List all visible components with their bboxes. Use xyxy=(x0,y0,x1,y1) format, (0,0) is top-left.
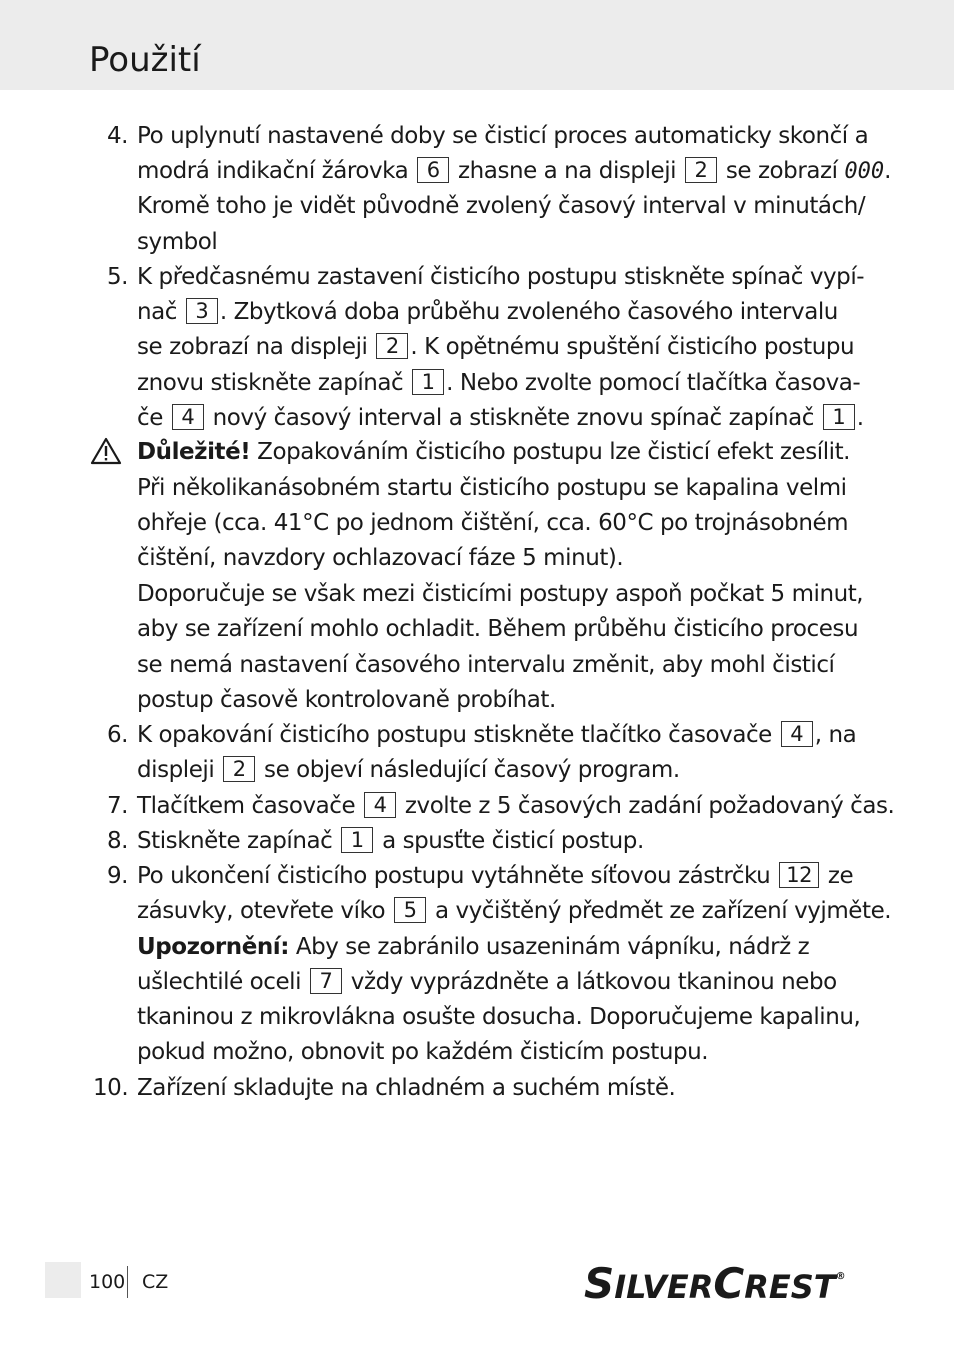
footer-divider xyxy=(127,1266,128,1298)
item-number: 10. xyxy=(93,1075,129,1101)
footer-square xyxy=(45,1262,81,1298)
item-number: 7. xyxy=(107,793,129,819)
item-number: 6. xyxy=(107,722,129,748)
warning-label: Důležité! xyxy=(137,439,251,465)
notice-label: Upozornění: xyxy=(137,934,289,960)
item-5-line-3: se zobrazí na displeji 2 . K opětnému spuštění čisticího postupu xyxy=(137,334,855,360)
ref-box: 3 xyxy=(186,298,218,324)
item-4-line-3: Kromě toho je vidět původně zvolený časový interval v minutách/ xyxy=(137,193,866,219)
warning-line-2: Při několikanásobném startu čisticího postupu se kapalina velmi xyxy=(137,475,847,501)
item-4-line-4: symbol xyxy=(137,229,218,255)
item-number: 9. xyxy=(107,863,129,889)
item-9-line-1: Po ukončení čisticího postupu vytáhněte síťovou zástrčku 12 ze xyxy=(137,863,854,889)
page-number: 100 xyxy=(89,1271,126,1293)
item-5-line-5: če 4 nový časový interval a stiskněte znovu spínač zapínač 1 . xyxy=(137,405,864,431)
warning-line-4: čištění, navzdory ochlazovací fáze 5 minut). xyxy=(137,545,624,571)
item-5-line-2: nač 3 . Zbytková doba průběhu zvoleného časového intervalu xyxy=(137,299,838,325)
item-9-line-4: ušlechtilé oceli 7 vždy vyprázdněte a látkovou tkaninou nebo xyxy=(137,969,837,995)
item-9-line-2: zásuvky, otevřete víko 5 a vyčištěný předmět ze zařízení vyjměte. xyxy=(137,898,892,924)
warning-line-7: se nemá nastavení časového intervalu změnit, aby mohl čisticí xyxy=(137,652,835,678)
display-readout: 000 xyxy=(844,159,885,184)
item-number: 5. xyxy=(107,264,129,290)
warning-line-8: postup časově kontrolovaně probíhat. xyxy=(137,687,556,713)
ref-box: 2 xyxy=(376,333,408,359)
ref-box: 1 xyxy=(412,369,444,395)
ref-box: 2 xyxy=(223,756,255,782)
item-4-line-2: modrá indikační žárovka 6 zhasne a na displeji 2 se zobrazí 000. xyxy=(137,156,891,187)
ref-box: 5 xyxy=(394,897,426,923)
item-4-line-1: Po uplynutí nastavené doby se čisticí proces automaticky skončí a xyxy=(137,123,869,149)
item-8-line-1: Stiskněte zapínač 1 a spusťte čisticí postup. xyxy=(137,828,644,854)
item-9-line-3: Upozornění: Aby se zabránilo usazeninám vápníku, nádrž z xyxy=(137,934,810,960)
item-6-line-2: displeji 2 se objeví následující časový program. xyxy=(137,757,680,783)
language-code: CZ xyxy=(142,1271,169,1293)
warning-line-6: aby se zařízení mohlo ochladit. Během průběhu čisticího procesu xyxy=(137,616,859,642)
brand-logo: SILVERCREST® xyxy=(584,1259,846,1308)
ref-box: 4 xyxy=(172,404,204,430)
item-5-line-4: znovu stiskněte zapínač 1 . Nebo zvolte pomocí tlačítka časova- xyxy=(137,370,861,396)
ref-box: 1 xyxy=(341,827,373,853)
ref-box: 2 xyxy=(685,157,717,183)
warning-line-1: Důležité! Zopakováním čisticího postupu lze čisticí efekt zesílit. xyxy=(137,439,851,465)
item-10-line-1: Zařízení skladujte na chladném a suchém místě. xyxy=(137,1075,676,1101)
warning-line-5: Doporučuje se však mezi čisticími postupy aspoň počkat 5 minut, xyxy=(137,581,864,607)
ref-box: 1 xyxy=(823,404,855,430)
item-number: 8. xyxy=(107,828,129,854)
item-9-line-5: tkaninou z mikrovlákna osušte dosucha. Doporučujeme kapalinu, xyxy=(137,1004,861,1030)
ref-box: 4 xyxy=(364,792,396,818)
item-7-line-1: Tlačítkem časovače 4 zvolte z 5 časových zadání požadovaný čas. xyxy=(137,793,895,819)
item-5-line-1: K předčasnému zastavení čisticího postupu stiskněte spínač vypí- xyxy=(137,264,865,290)
ref-box: 6 xyxy=(417,157,449,183)
item-6-line-1: K opakování čisticího postupu stiskněte tlačítko časovače 4 , na xyxy=(137,722,857,748)
page-title: Použití xyxy=(89,40,201,80)
warning-line-3: ohřeje (cca. 41°C po jednom čištění, cca. 60°C po trojnásobném xyxy=(137,510,849,536)
item-number: 4. xyxy=(107,123,129,149)
item-9-line-6: pokud možno, obnovit po každém čisticím postupu. xyxy=(137,1039,709,1065)
ref-box: 4 xyxy=(781,721,813,747)
ref-box: 7 xyxy=(310,968,342,994)
warning-triangle-icon xyxy=(90,437,122,465)
ref-box: 12 xyxy=(779,862,819,888)
